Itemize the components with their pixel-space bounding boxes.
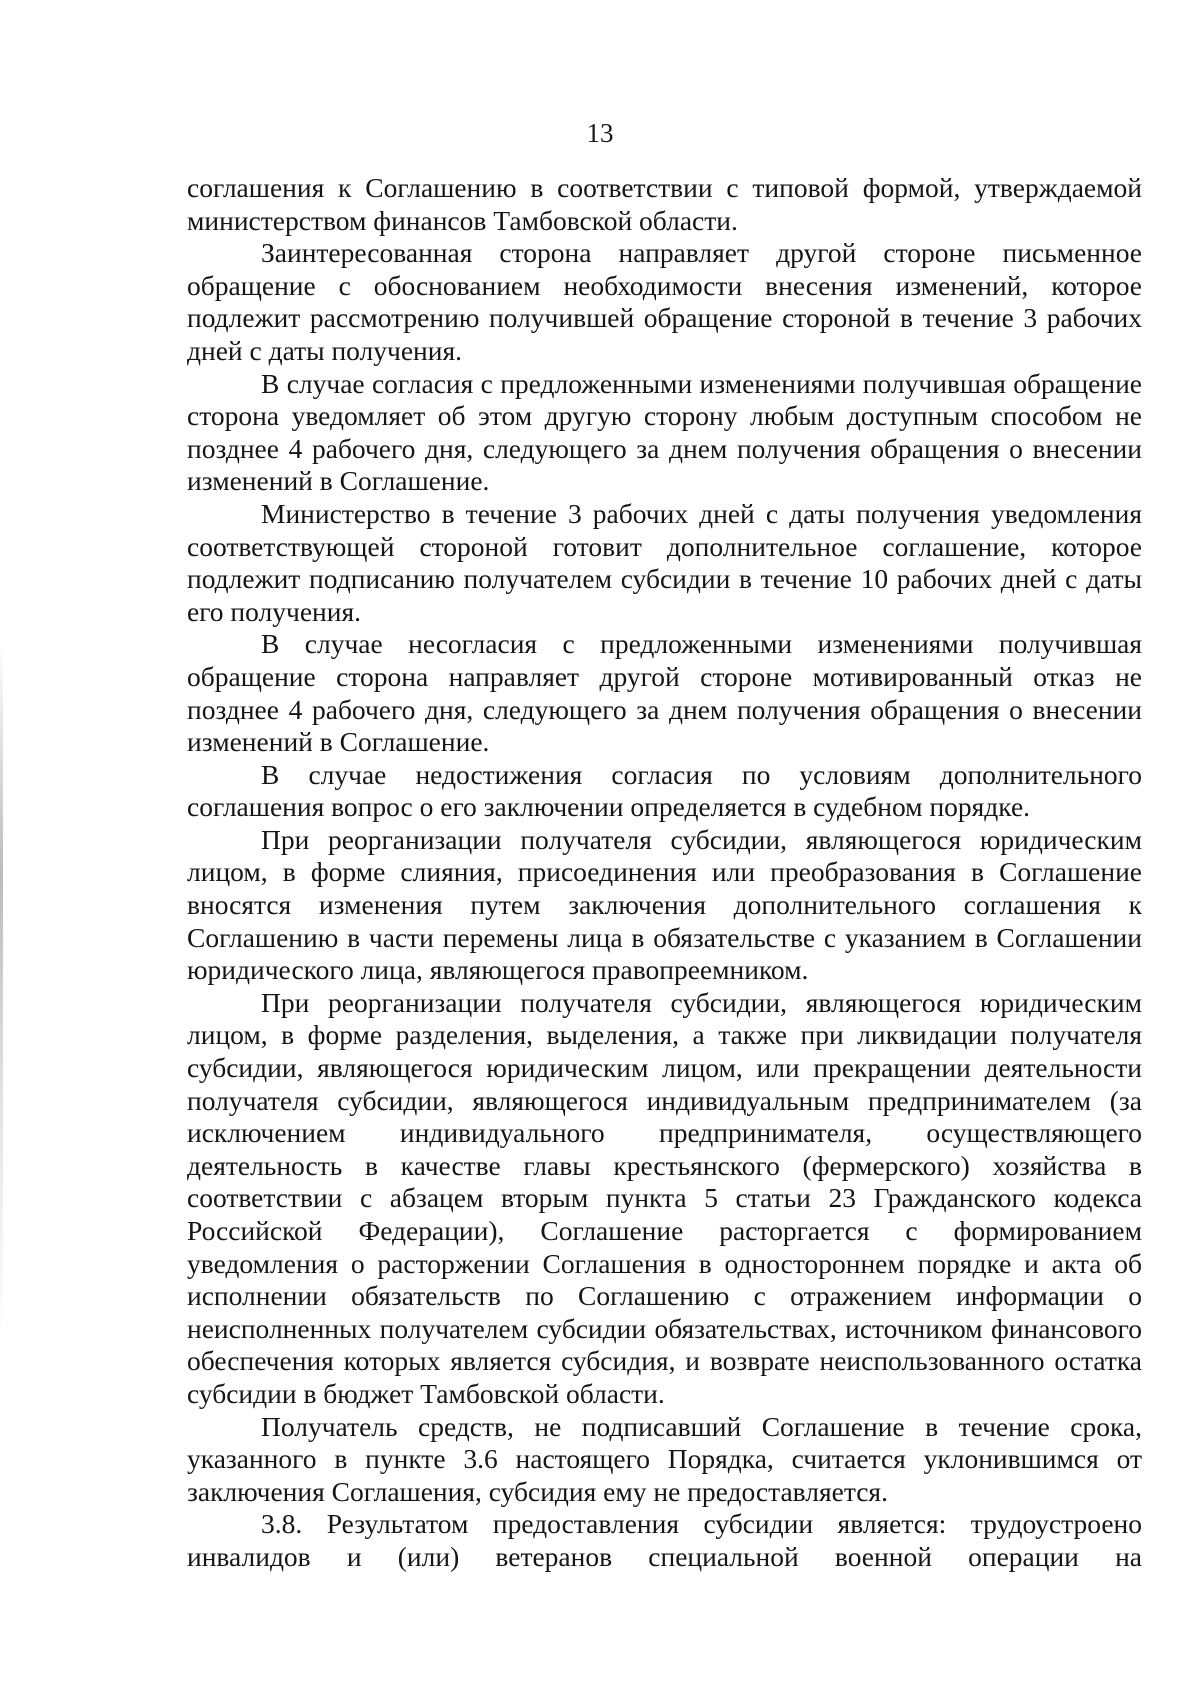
paragraph-1: соглашения к Соглашению в соответствии с типовой формой, утверждаемой министерством финансов Тамбовской области. [187,172,1142,236]
paragraph-3: В случае согласия с предложенными изменениями получившая обращение сторона уведомляет об этом другую сторону любым доступным способом не позднее 4 рабочего дня, следующего за днем получения обращения о внесении изменений в Соглашение. [187,367,1142,497]
paragraph-2: Заинтересованная сторона направляет другой стороне письменное обращение с обоснованием необходимости внесения изменений, которое подлежит рассмотрению получившей обращение стороной в течение 3 рабочих дней с даты получения. [187,237,1142,366]
paragraph-9: Получатель средств, не подписавший Соглашение в течение срока, указанного в пункте 3.6 настоящего Порядка, считается уклонившимся от заключения Соглашения, субсидия ему не предоставляется. [187,1410,1142,1507]
paragraph-4: Министерство в течение 3 рабочих дней с даты получения уведомления соответствующей стороной готовит дополнительное соглашение, которое подлежит подписанию получателем субсидии в течение 10 рабочих дней с даты его получения. [187,497,1142,627]
document-body [187,172,1142,1574]
paragraph-6: В случае недостижения согласия по условиям дополнительного соглашения вопрос о его заключении определяется в судебном порядке. [187,758,1142,823]
paragraph-8: При реорганизации получателя субсидии, являющегося юридическим лицом, в форме разделения, выделения, а также при ликвидации получателя субсидии, являющегося юридическим лицом, или прекращении деятельности получателя субсидии, являющегося индивидуальным предпринимателем (за исключением индивидуального предпринимателя, осуществляющего деятельность в качестве главы крестьянского (фермерского) хозяйства в соответствии с абзацем вторым пункта 5 статьи 23 Гражданского кодекса Российской Федерации), Соглашение расторгается с формированием уведомления о расторжении Соглашения в одностороннем порядке и акта об исполнении обязательств по Соглашению с отражением информации о неисполненных получателем субсидии обязательствах, источником финансового обеспечения которых является субсидия, и возврате неиспользованного остатка субсидии в бюджет Тамбовской области. [187,986,1142,1409]
paragraph-10: 3.8. Результатом предоставления субсидии является: трудоустроено инвалидов и (или) ветеранов специальной военной операции на [187,1508,1142,1572]
scan-shadow-edge [0,640,3,1340]
page-number: 13 [586,118,614,148]
paragraph-7: При реорганизации получателя субсидии, являющегося юридическим лицом, в форме слияния, присоединения или преобразования в Соглашение вносятся изменения путем заключения дополнительного соглашения к Соглашению в части перемены лица в обязательстве с указанием в Соглашении юридического лица, являющегося правопреемником. [187,823,1142,986]
paragraph-5: В случае несогласия с предложенными изменениями получившая обращение сторона направляет другой стороне мотивированный отказ не позднее 4 рабочего дня, следующего за днем получения обращения о внесении изменений в Соглашение. [187,628,1142,758]
